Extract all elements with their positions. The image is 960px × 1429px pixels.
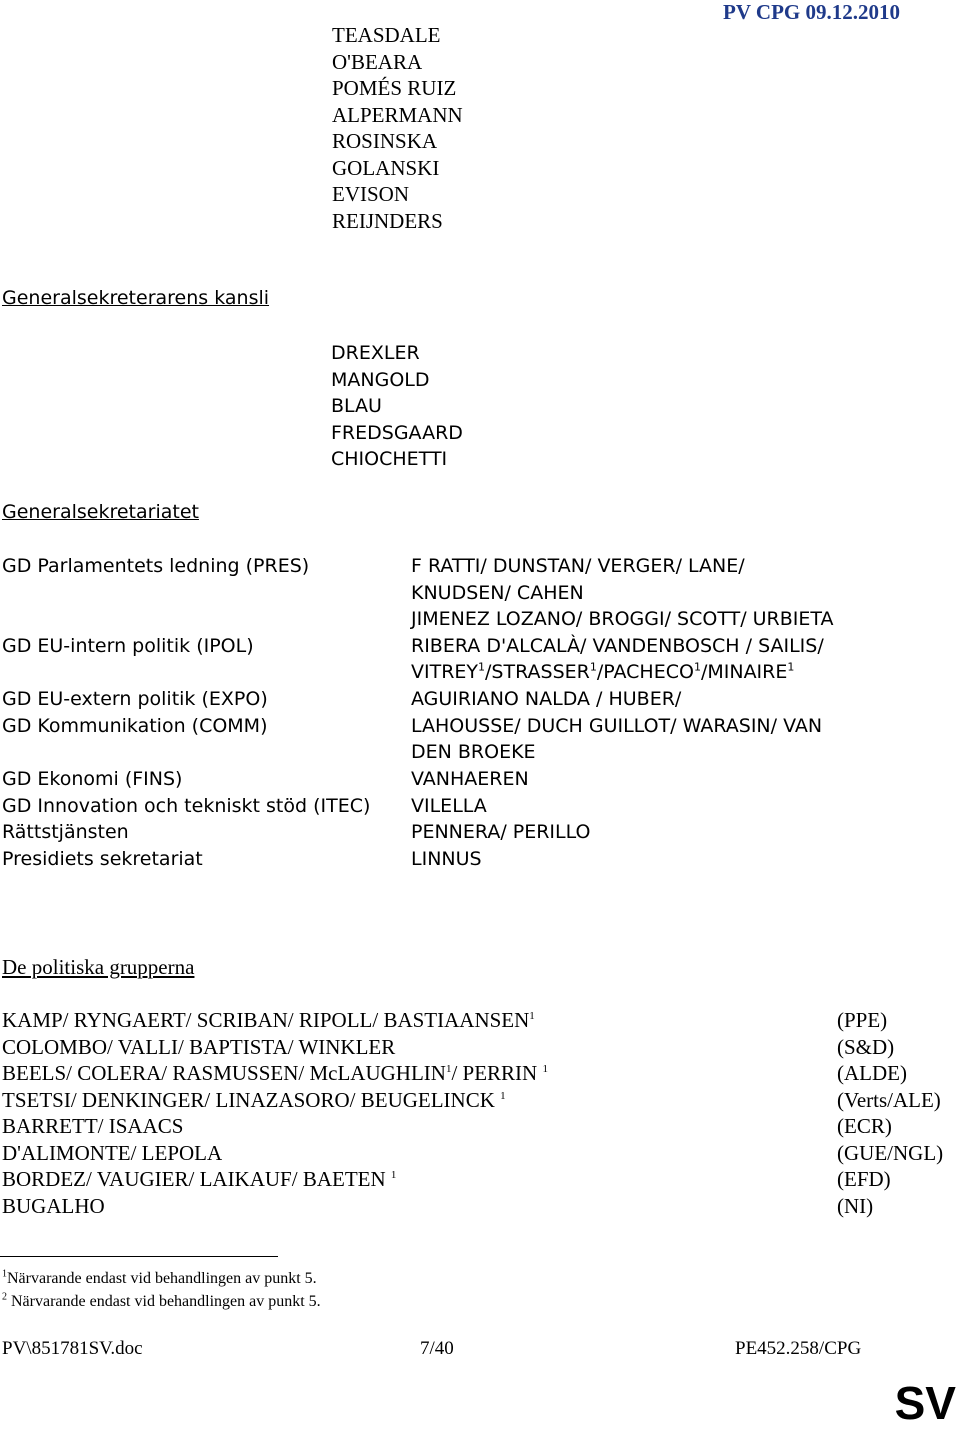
- directorate-item: GD Innovation och tekniskt stöd (ITEC): [2, 795, 371, 817]
- footnote-ref: 1: [787, 660, 795, 674]
- group-row: BEELS/ COLERA/ RASMUSSEN/ McLAUGHLIN$^1$/ PERRIN $^1$ (ALDE): [2, 1061, 907, 1085]
- name-item: EVISON: [332, 182, 409, 206]
- secretariat-heading: Generalsekretariatet: [2, 501, 199, 523]
- directorate-item: GD EU-extern politik (EXPO): [2, 688, 268, 710]
- footer-page-number: 7/40: [420, 1338, 454, 1359]
- name-item: CHIOCHETTI: [331, 448, 448, 470]
- name-item: GOLANSKI: [332, 155, 440, 180]
- sg-cabinet-heading: Generalsekreterarens kansli: [2, 287, 270, 309]
- directorate-item: Presidiets sekretariat: [2, 848, 203, 870]
- political-groups-heading: De politiska grupperna: [2, 955, 195, 979]
- group-row: KAMP/ RYNGAERT/ SCRIBAN/ RIPOLL/ BASTIAANSEN$^1$ (PPE): [2, 1008, 888, 1032]
- group-abbr: (ALDE): [837, 1061, 907, 1085]
- footnote-ref: 1: [589, 660, 597, 674]
- directorate-item: GD Parlamentets ledning (PRES): [2, 555, 310, 577]
- officials-line: LINNUS: [411, 848, 482, 870]
- group-abbr: (Verts/ALE): [837, 1088, 941, 1112]
- document-reference: PV CPG 09.12.2010: [723, 0, 900, 24]
- directorate-item: GD Ekonomi (FINS): [2, 768, 183, 790]
- group-abbr: (S&D): [837, 1035, 895, 1059]
- directorate-item: GD EU-intern politik (IPOL): [2, 635, 254, 657]
- officials-line: PENNERA/ PERILLO: [411, 821, 591, 843]
- footnote: $^2$ Närvarande endast vid behandlingen av punkt 5.: [2, 1291, 321, 1310]
- officials-line: DEN BROEKE: [411, 741, 536, 763]
- directorates-list: [2, 0, 402, 900]
- directorate-officials: [411, 0, 956, 900]
- group-row: BARRETT/ ISAACS (ECR): [2, 1114, 892, 1138]
- group-row: BUGALHO (NI): [2, 1194, 874, 1218]
- group-abbr: (PPE): [837, 1008, 888, 1032]
- officials-line: LAHOUSSE/ DUCH GUILLOT/ WARASIN/ VAN: [411, 715, 823, 737]
- name-item: MANGOLD: [331, 368, 430, 391]
- name-item: POMÉS RUIZ: [332, 76, 457, 100]
- language-code: SV: [894, 1377, 956, 1429]
- footnote: $^1$Närvarande endast vid behandlingen av punkt 5.: [2, 1268, 317, 1287]
- officials-line: VILELLA: [411, 795, 487, 817]
- footer-reference: PE452.258/CPG: [735, 1338, 862, 1359]
- group-abbr: (ECR): [837, 1114, 892, 1138]
- name-item: O'BEARA: [332, 49, 423, 74]
- group-abbr: (EFD): [837, 1167, 891, 1191]
- group-abbr: (GUE/NGL): [837, 1141, 944, 1165]
- group-row: TSETSI/ DENKINGER/ LINAZASORO/ BEUGELINCK $^1$ (Verts/ALE): [2, 1088, 941, 1112]
- officials-line: AGUIRIANO NALDA / HUBER/: [411, 688, 682, 710]
- group-row: BORDEZ/ VAUGIER/ LAIKAUF/ BAETEN $^1$ (EFD): [2, 1167, 891, 1191]
- name-item: FREDSGAARD: [331, 421, 463, 444]
- name-item: BLAU: [331, 395, 382, 417]
- group-row: D'ALIMONTE/ LEPOLA (GUE/NGL): [2, 1141, 944, 1165]
- name-item: ROSINSKA: [332, 129, 438, 153]
- officials-line: VANHAEREN: [411, 768, 529, 790]
- footer-filename: PV\851781SV.doc: [2, 1338, 143, 1359]
- officials-line: F RATTI/ DUNSTAN/ VERGER/ LANE/: [411, 555, 745, 577]
- group-abbr: (NI): [837, 1194, 874, 1218]
- footnote-ref: 1: [693, 660, 701, 674]
- officials-line: VITREY$^1$/STRASSER$^1$/PACHECO$^1$/MINAIRE$^1$: [411, 660, 795, 683]
- directorate-item: GD Kommunikation (COMM): [2, 715, 268, 737]
- footnote-separator: [0, 1256, 278, 1257]
- footnote-ref: 1: [478, 660, 486, 674]
- name-item: DREXLER: [331, 342, 420, 364]
- name-item: REIJNDERS: [332, 208, 443, 233]
- officials-line: JIMENEZ LOZANO/ BROGGI/ SCOTT/ URBIETA: [411, 608, 834, 630]
- directorate-item: Rättstjänsten: [2, 821, 129, 843]
- name-item: TEASDALE: [332, 23, 441, 47]
- group-row: COLOMBO/ VALLI/ BAPTISTA/ WINKLER (S&D): [2, 1035, 895, 1059]
- name-item: ALPERMANN: [332, 102, 463, 127]
- officials-line: RIBERA D'ALCALÀ/ VANDENBOSCH / SAILIS/: [411, 635, 824, 657]
- officials-line: KNUDSEN/ CAHEN: [411, 582, 584, 604]
